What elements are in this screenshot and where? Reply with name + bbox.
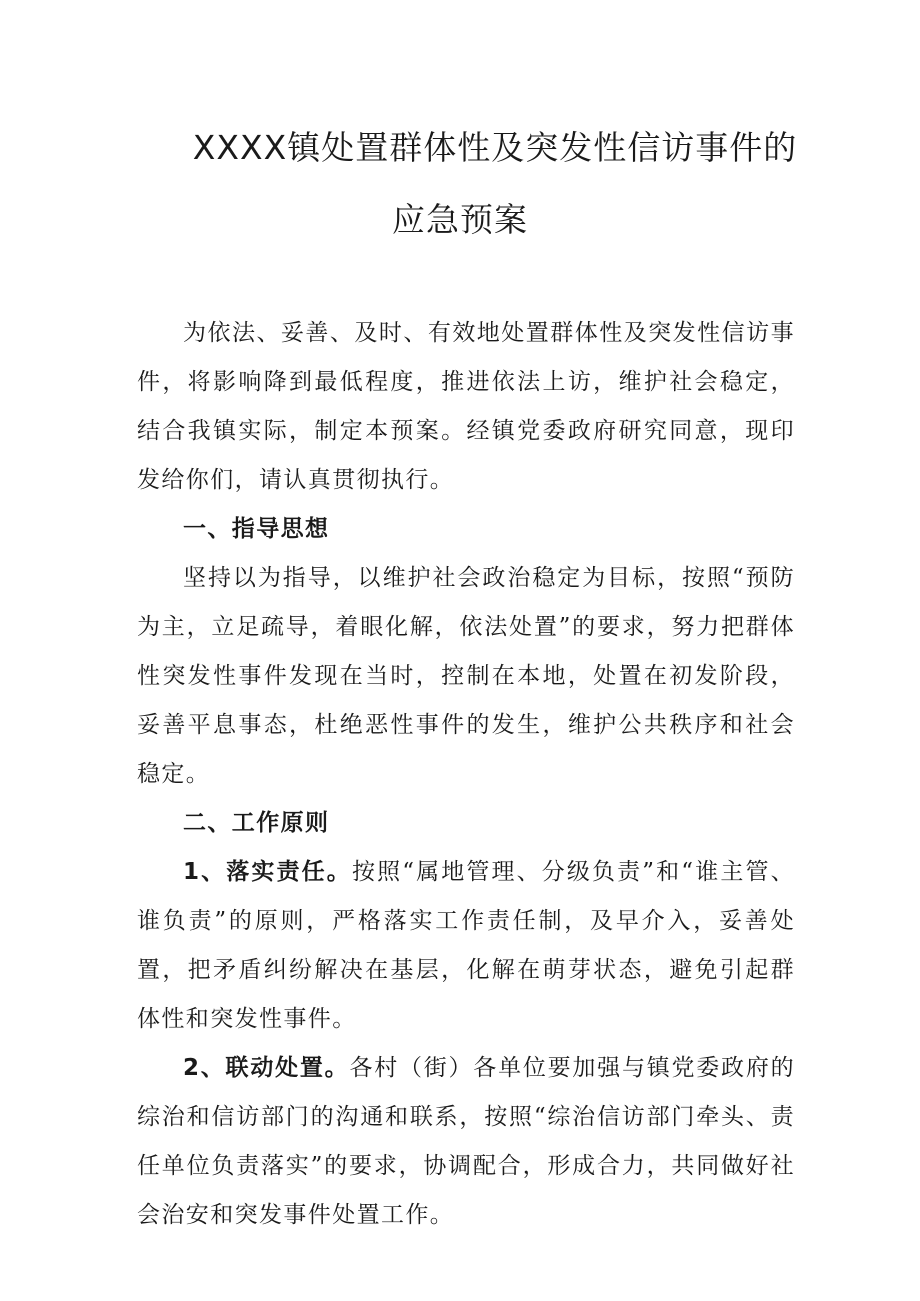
section-1-paragraph: 坚持以为指导，以维护社会政治稳定为目标，按照“预防为主，立足疏导，着眼化解，依法处置”的要求，努力把群体性突发性事件发现在当时，控制在本地，处置在初发阶段，妥善平息事态，杜绝恶性事件的发生，维护公共秩序和社会稳定。	[137, 565, 795, 787]
item-2-lead: 2、联动处置。	[183, 1055, 350, 1081]
document-title-line-1: XXXX镇处置群体性及突发性信访事件的	[192, 128, 798, 167]
section-1-heading: 一、指导思想	[183, 516, 330, 542]
section-2-heading: 二、工作原则	[183, 810, 330, 836]
section-2-item-2	[137, 1044, 795, 1240]
item-2-text: 各村（街）各单位要加强与镇党委政府的综治和信访部门的沟通和联系，按照“综治信访部门牵头、责任单位负责落实”的要求，协调配合，形成合力，共同做好社会治安和突发事件处置工作。	[137, 1055, 796, 1228]
section-2-item-1	[137, 848, 795, 1044]
item-1-lead: 1、落实责任。	[183, 859, 352, 885]
document-title-line-2: 应急预案	[392, 200, 528, 239]
item-1-text: 按照“属地管理、分级负责”和“谁主管、谁负责”的原则，严格落实工作责任制，及早介入，妥善处置，把矛盾纠纷解决在基层，化解在萌芽状态，避免引起群体性和突发性事件。	[137, 859, 795, 1032]
document-body	[137, 309, 795, 1240]
intro-paragraph: 为依法、妥善、及时、有效地处置群体性及突发性信访事件，将影响降到最低程度，推进依法上访，维护社会稳定，结合我镇实际，制定本预案。经镇党委政府研究同意，现印发给你们，请认真贯彻执行。	[137, 320, 795, 493]
